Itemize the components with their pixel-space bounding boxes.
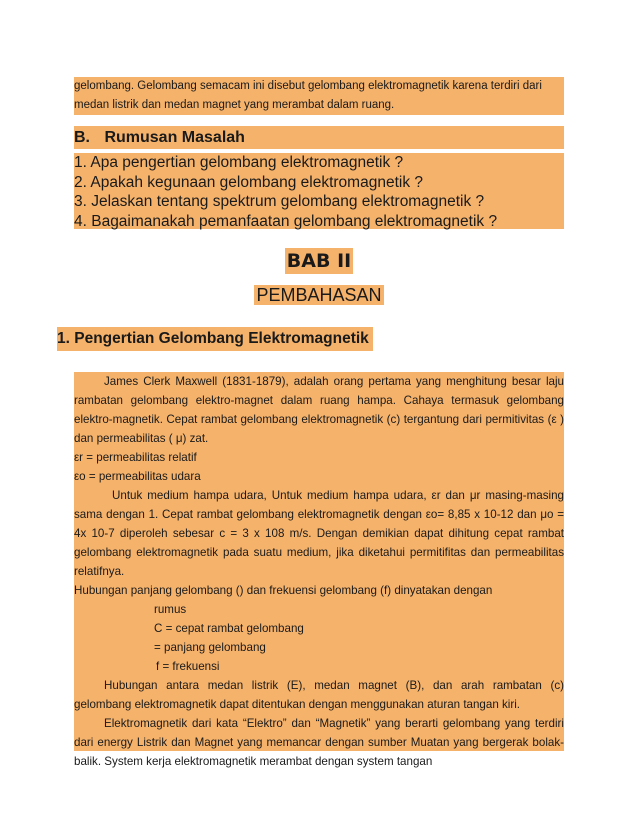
paragraph-relation: Hubungan panjang gelombang () dan frekuensi gelombang (f) dinyatakan dengan [74, 584, 493, 597]
body-text [74, 372, 564, 768]
intro-paragraph [74, 77, 564, 115]
paragraph-medium: Untuk medium hampa udara, Untuk medium hampa udara, εr dan μr masing-masing sama dengan 1. Cepat rambat gelombang elektromagnetik dengan εo= 8,85 x 10-12 dan μo = 4x 10-7 diperoleh sebesar c = 3 x 108 m/s. Dengan demikian dapat dihitung cepat rambat gelombang elektromagnetik pada suatu medium, jika diketahui permitifitas dan permeabilitas relatifnya. [74, 489, 564, 578]
intro-line-2: medan listrik dan medan magnet yang merambat dalam ruang. [74, 99, 395, 111]
definition-eo: εo = permeabilitas udara [74, 470, 201, 483]
section-b-title: Rumusan Masalah [104, 129, 245, 146]
question-item: 4. Bagaimanakah pemanfaatan gelombang elektromagnetik ? [74, 212, 498, 230]
formula-f: f = frekuensi [156, 660, 220, 673]
formula-lambda: = panjang gelombang [154, 641, 266, 654]
chapter-title: BAB II [286, 250, 352, 272]
chapter-subtitle-wrap [74, 282, 564, 308]
chapter-subtitle: PEMBAHASAN [256, 285, 382, 305]
question-list [74, 153, 564, 229]
section-heading-1: 1. Pengertian Gelombang Elektromagnetik [57, 327, 373, 351]
question-item: 3. Jelaskan tentang spektrum gelombang elektromagnetik ? [74, 193, 485, 210]
formula-c: C = cepat rambat gelombang [154, 622, 304, 635]
chapter-title-wrap [74, 248, 564, 274]
intro-line-1: gelombang. Gelombang semacam ini disebut gelombang elektromagnetik karena terdiri dari [74, 80, 542, 92]
section-b-number: B. [74, 129, 90, 146]
paragraph-left-hand-rule: Hubungan antara medan listrik (E), medan magnet (B), dan arah rambatan (c) gelombang elektromagnetik dapat ditentukan dengan menggunakan aturan tangan kiri. [74, 679, 564, 711]
definition-er: εr = permeabilitas relatif [74, 451, 197, 464]
question-item: 2. Apakah kegunaan gelombang elektromagnetik ? [74, 173, 423, 191]
section-b-heading [74, 126, 564, 149]
question-item: 1. Apa pengertian gelombang elektromagnetik ? [74, 154, 404, 171]
paragraph-maxwell: James Clerk Maxwell (1831-1879), adalah orang pertama yang menghitung besar laju rambatan gelombang elektro-magnet dalam ruang hampa. Cahaya termasuk gelombang elektro-magnetik. Cepat rambat gelombang elektromagnetik (c) tergantung dari permitivitas (ε ) dan permeabilitas ( μ) zat. [74, 375, 564, 445]
formula-label: rumus [154, 603, 187, 616]
paragraph-elektromagnetik: Elektromagnetik dari kata “Elektro” dan “Magnetik” yang berarti gelombang yang terdiri dari energy Listrik dan Magnet yang memancar dengan sumber Muatan yang bergerak bolak-balik. System kerja elektromagnetik merambat dengan system tangan [74, 717, 564, 768]
